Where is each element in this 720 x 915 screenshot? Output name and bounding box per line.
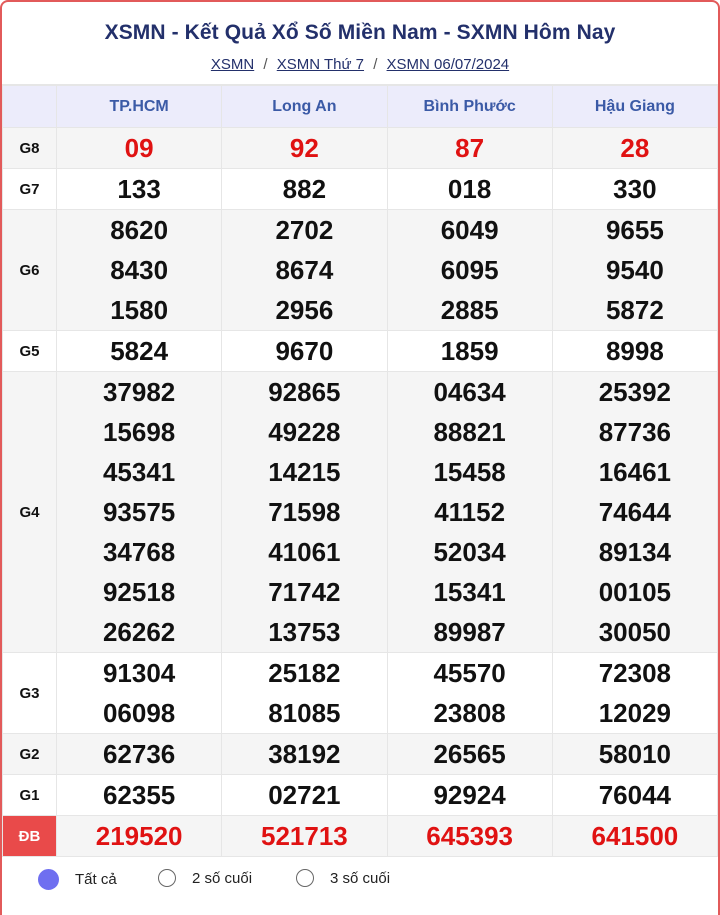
result-number: 16461 xyxy=(598,457,672,487)
result-number: 12029 xyxy=(598,698,672,728)
result-cell xyxy=(387,128,552,169)
result-number: 52034 xyxy=(433,537,506,567)
result-number: 87 xyxy=(455,133,485,163)
result-number: 45570 xyxy=(433,658,506,688)
result-cell xyxy=(57,734,222,775)
result-number: 81085 xyxy=(268,698,341,728)
result-cell xyxy=(57,372,222,653)
result-cell xyxy=(552,331,717,372)
result-number: 92865 xyxy=(268,377,341,407)
prize-label: G7 xyxy=(3,169,57,210)
prize-label: G1 xyxy=(3,775,57,816)
prize-label: G5 xyxy=(3,331,57,372)
prize-row-đb xyxy=(3,816,718,857)
result-cell xyxy=(57,816,222,857)
page-title: XSMN - Kết Quả Xổ Số Miền Nam - SXMN Hôm Nay xyxy=(104,21,616,44)
result-cell xyxy=(222,331,387,372)
result-number: 9540 xyxy=(605,255,664,285)
result-number: 34768 xyxy=(102,537,176,567)
result-cell xyxy=(57,128,222,169)
result-number: 58010 xyxy=(598,739,672,769)
result-number: 41061 xyxy=(268,537,341,567)
prize-row-g2 xyxy=(3,734,718,775)
result-number: 72308 xyxy=(598,658,672,688)
result-number: 04634 xyxy=(433,377,506,407)
province-binh-phuoc[interactable]: Bình Phước xyxy=(387,86,552,128)
result-number: 88821 xyxy=(433,417,506,447)
result-number: 8674 xyxy=(275,255,334,285)
result-number: 26262 xyxy=(102,617,176,647)
result-number: 2885 xyxy=(440,295,499,325)
breadcrumb-xsmn[interactable]: XSMN xyxy=(210,56,255,73)
prize-label: G4 xyxy=(3,372,57,653)
breadcrumb-separator: / xyxy=(373,56,378,73)
result-cell xyxy=(222,169,387,210)
result-cell xyxy=(222,816,387,857)
result-number: 8620 xyxy=(110,215,169,245)
result-number: 62355 xyxy=(102,780,176,810)
result-number: 6095 xyxy=(440,255,499,285)
result-number: 133 xyxy=(117,174,161,204)
result-cell xyxy=(387,169,552,210)
result-number: 6049 xyxy=(440,215,499,245)
result-number: 71598 xyxy=(268,497,341,527)
result-cell xyxy=(387,816,552,857)
result-number: 00105 xyxy=(598,577,672,607)
result-number: 15458 xyxy=(433,457,506,487)
filter-label: Tất cả xyxy=(75,871,117,888)
result-number: 13753 xyxy=(268,617,341,647)
result-number: 25392 xyxy=(598,377,672,407)
result-number: 28 xyxy=(620,133,650,163)
result-cell xyxy=(57,775,222,816)
result-number: 15698 xyxy=(102,417,176,447)
result-number: 38192 xyxy=(268,739,341,769)
result-number: 2956 xyxy=(275,295,334,325)
result-number: 62736 xyxy=(102,739,176,769)
result-number: 23808 xyxy=(433,698,506,728)
result-cell xyxy=(222,653,387,734)
result-number: 018 xyxy=(447,174,492,204)
result-cell xyxy=(552,653,717,734)
result-number: 14215 xyxy=(268,457,341,487)
prize-row-g1 xyxy=(3,775,718,816)
result-cell xyxy=(222,734,387,775)
results-header xyxy=(2,2,718,85)
prize-row-g8 xyxy=(3,128,718,169)
result-number: 92518 xyxy=(102,577,176,607)
prize-label: G8 xyxy=(3,128,57,169)
result-cell xyxy=(552,372,717,653)
digit-filter xyxy=(2,857,718,907)
result-cell xyxy=(387,775,552,816)
prize-row-g4 xyxy=(3,372,718,653)
filter-label: 2 số cuối xyxy=(192,869,253,887)
result-number: 2702 xyxy=(275,215,334,245)
result-cell xyxy=(552,816,717,857)
radio-icon[interactable] xyxy=(296,869,314,887)
prize-column-header xyxy=(3,86,57,128)
result-number: 37982 xyxy=(102,377,176,407)
prize-row-g3 xyxy=(3,653,718,734)
result-number: 92924 xyxy=(433,780,506,810)
result-cell xyxy=(387,210,552,331)
prize-label: G2 xyxy=(3,734,57,775)
result-cell xyxy=(387,653,552,734)
result-number: 87736 xyxy=(598,417,672,447)
result-number: 76044 xyxy=(598,780,672,810)
result-number: 5872 xyxy=(605,295,664,325)
result-number: 09 xyxy=(124,133,154,163)
result-number: 71742 xyxy=(268,577,341,607)
result-number: 93575 xyxy=(102,497,176,527)
result-number: 5824 xyxy=(110,336,169,366)
result-cell xyxy=(57,169,222,210)
radio-selected-icon[interactable] xyxy=(38,869,59,890)
result-number: 9655 xyxy=(605,215,664,245)
result-number: 91304 xyxy=(102,658,176,688)
result-number: 641500 xyxy=(591,821,679,851)
result-cell xyxy=(552,128,717,169)
result-number: 8430 xyxy=(110,255,169,285)
prize-label: ĐB xyxy=(3,816,57,857)
result-number: 645393 xyxy=(426,821,513,851)
province-header-row xyxy=(3,86,718,128)
filter-all-option[interactable] xyxy=(38,869,117,890)
breadcrumb-separator: / xyxy=(263,56,268,73)
breadcrumb-xsmn-thu-7[interactable]: XSMN Thứ 7 xyxy=(276,56,365,73)
breadcrumb-xsmn-date[interactable]: XSMN 06/07/2024 xyxy=(386,56,510,73)
province-hau-giang[interactable]: Hậu Giang xyxy=(552,86,717,128)
result-number: 882 xyxy=(282,174,327,204)
result-number: 26565 xyxy=(433,739,506,769)
result-number: 25182 xyxy=(268,658,341,688)
province-tp-hcm[interactable]: TP.HCM xyxy=(57,86,222,128)
result-cell xyxy=(222,372,387,653)
prize-label: G3 xyxy=(3,653,57,734)
result-number: 45341 xyxy=(102,457,176,487)
result-number: 92 xyxy=(289,133,319,163)
result-cell xyxy=(222,210,387,331)
result-cell xyxy=(387,331,552,372)
result-number: 1859 xyxy=(440,336,499,366)
result-number: 74644 xyxy=(598,497,672,527)
result-cell xyxy=(387,372,552,653)
result-cell xyxy=(57,653,222,734)
result-number: 06098 xyxy=(102,698,176,728)
result-number: 8998 xyxy=(605,336,664,366)
result-number: 89987 xyxy=(433,617,506,647)
prize-label: G6 xyxy=(3,210,57,331)
result-number: 02721 xyxy=(268,780,341,810)
province-long-an[interactable]: Long An xyxy=(222,86,387,128)
result-number: 330 xyxy=(613,174,657,204)
results-table xyxy=(2,85,718,857)
breadcrumb xyxy=(2,56,718,73)
prize-row-g5 xyxy=(3,331,718,372)
result-cell xyxy=(552,734,717,775)
filter-last-3-option[interactable] xyxy=(296,869,390,887)
filter-last-2-option[interactable] xyxy=(158,869,252,887)
result-number: 15341 xyxy=(433,577,506,607)
result-number: 30050 xyxy=(598,617,672,647)
result-number: 9670 xyxy=(275,336,334,366)
result-number: 41152 xyxy=(434,497,506,527)
result-number: 49228 xyxy=(268,417,341,447)
result-cell xyxy=(57,210,222,331)
result-cell xyxy=(57,331,222,372)
filter-label: 3 số cuối xyxy=(330,869,391,887)
prize-row-g6 xyxy=(3,210,718,331)
result-cell xyxy=(552,210,717,331)
result-number: 219520 xyxy=(95,821,183,851)
result-cell xyxy=(552,169,717,210)
result-cell xyxy=(552,775,717,816)
result-cell xyxy=(222,128,387,169)
result-cell xyxy=(222,775,387,816)
radio-icon[interactable] xyxy=(158,869,176,887)
result-number: 1580 xyxy=(110,295,169,325)
result-number: 521713 xyxy=(260,821,348,851)
prize-row-g7 xyxy=(3,169,718,210)
result-cell xyxy=(387,734,552,775)
result-number: 89134 xyxy=(598,537,672,567)
